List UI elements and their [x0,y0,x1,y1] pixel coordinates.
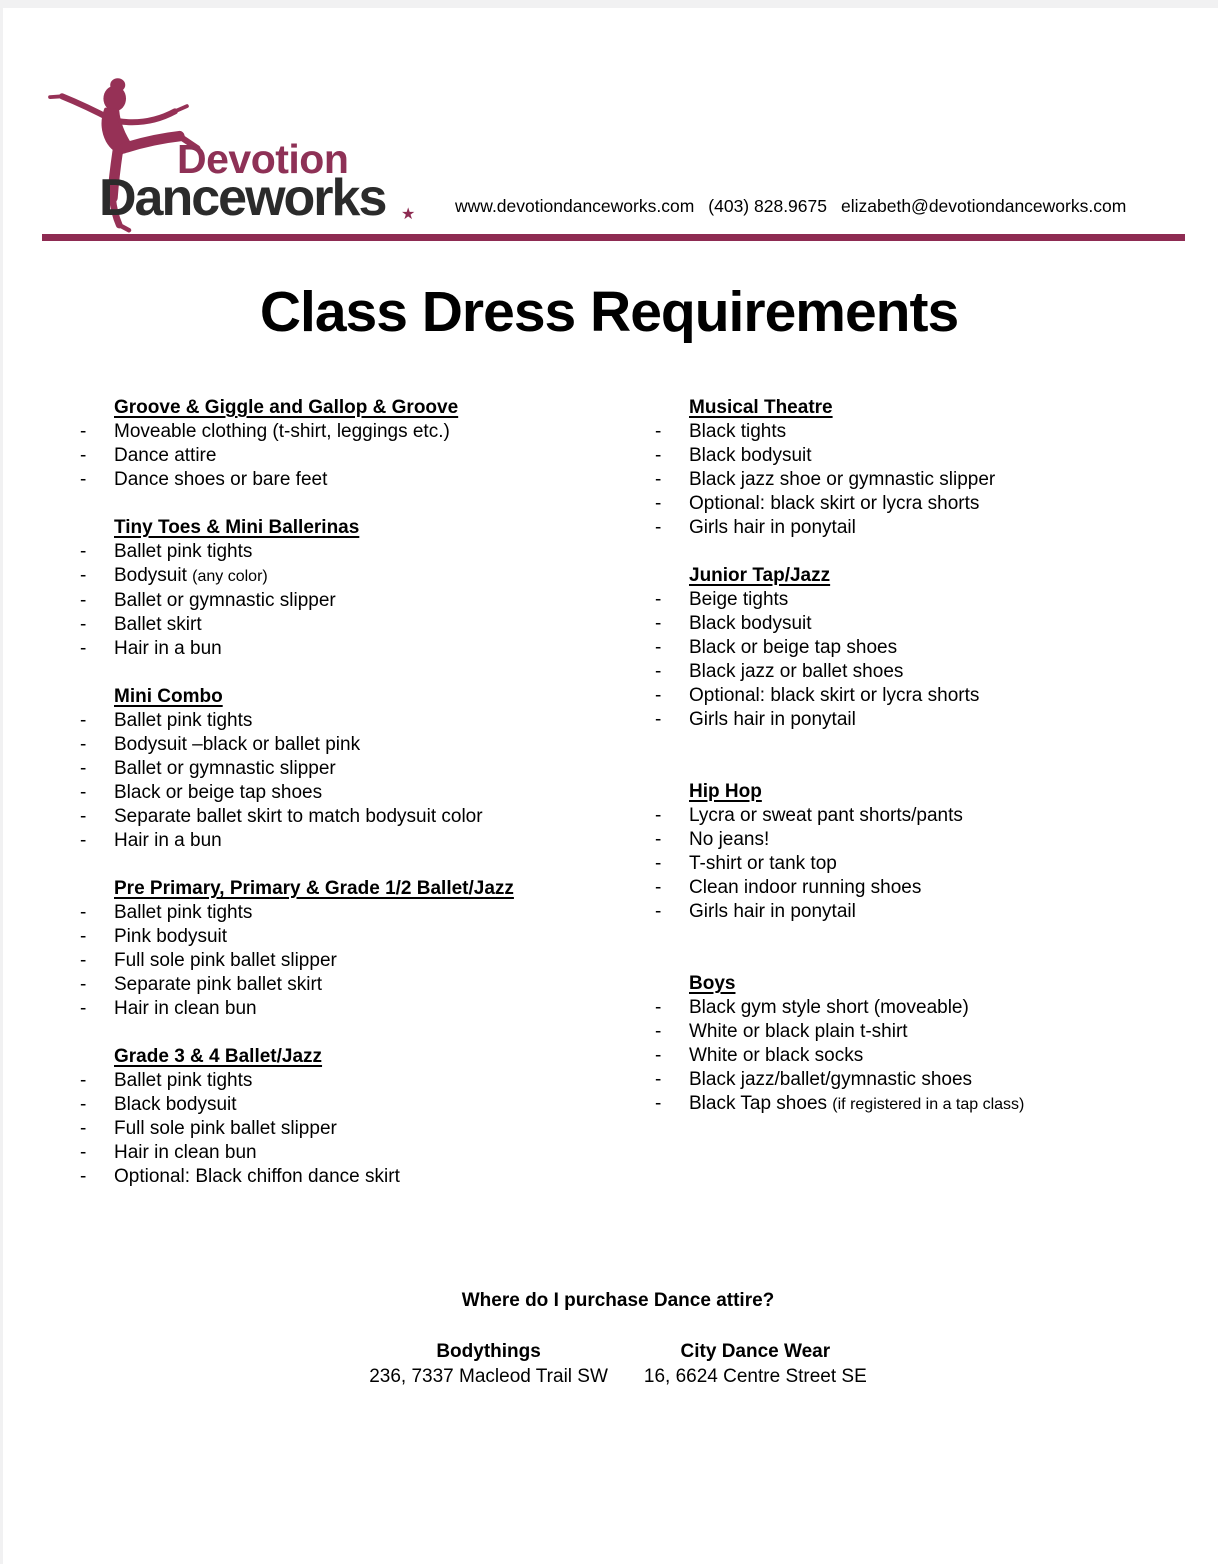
dash-bullet: - [655,853,662,874]
dash-bullet: - [655,517,662,538]
dash-bullet: - [655,445,662,466]
list-item [80,613,605,637]
list-item [80,781,605,805]
store-address: 16, 6624 Centre Street SE [643,1366,867,1387]
list-item-text: Ballet or gymnastic slipper [114,758,336,779]
dash-bullet: - [655,589,662,610]
list-item-text: Separate pink ballet skirt [114,974,323,995]
list-item [80,444,605,468]
list-item-text: Black jazz/ballet/gymnastic shoes [689,1069,973,1090]
list-item [655,876,1195,900]
list-item [80,829,605,853]
list-item-text: Ballet pink tights [114,541,253,562]
list-item-text: Hair in a bun [114,638,222,659]
list-item [655,1068,1195,1092]
dash-bullet: - [80,1070,87,1091]
dash-bullet: - [80,565,87,586]
dash-bullet: - [655,613,662,634]
dash-bullet: - [80,758,87,779]
dash-bullet: - [80,902,87,923]
section-mini-combo [80,685,605,853]
list-item-text: Bodysuit –black or ballet pink [114,734,361,755]
store-name: Bodythings [436,1341,541,1362]
dash-bullet: - [80,541,87,562]
dash-bullet: - [655,1021,662,1042]
section-heading: Grade 3 & 4 Ballet/Jazz [114,1046,323,1067]
list-item-text: Black or beige tap shoes [114,782,323,803]
section-groove-giggle-and-gallop-groove [80,396,605,492]
section-tiny-toes-mini-ballerinas [80,516,605,661]
section-heading: Pre Primary, Primary & Grade 1/2 Ballet/Jazz [114,878,514,899]
dash-bullet: - [80,1094,87,1115]
dash-bullet: - [80,1142,87,1163]
page-edge-top [0,0,1218,8]
dash-bullet: - [80,710,87,731]
list-item-text: Ballet pink tights [114,902,253,923]
list-item-text: Optional: Black chiffon dance skirt [114,1166,400,1187]
list-item [80,901,605,925]
dash-bullet: - [655,1045,662,1066]
list-item-text: Optional: black skirt or lycra shorts [689,685,980,706]
list-item [655,468,1195,492]
list-item [655,852,1195,876]
section-heading: Hip Hop [689,781,762,802]
list-item-text: Black bodysuit [114,1094,237,1115]
list-item-text: Black jazz or ballet shoes [689,661,904,682]
purchase-question: Where do I purchase Dance attire? [461,1290,775,1311]
contact-email: elizabeth@devotiondanceworks.com [841,196,1127,216]
dash-bullet: - [655,469,662,490]
list-item-text: Ballet skirt [114,614,202,635]
list-item-text: Ballet pink tights [114,710,253,731]
list-item [80,1141,605,1165]
list-item [80,997,605,1021]
list-item-text: Dance shoes or bare feet [114,469,328,490]
list-item-text: Black bodysuit [689,613,812,634]
list-item [80,1093,605,1117]
dash-bullet: - [655,493,662,514]
list-item [655,420,1195,444]
list-item-text: Girls hair in ponytail [689,709,856,730]
list-item [655,516,1195,540]
logo-danceworks-text: Danceworks [99,169,386,227]
list-item [80,973,605,997]
dash-bullet: - [80,734,87,755]
dash-bullet: - [655,661,662,682]
section-pre-primary-primary-grade-1-2-ballet-jazz [80,877,605,1021]
list-item [80,589,605,613]
dash-bullet: - [655,685,662,706]
right-column [655,396,1195,1189]
dash-bullet: - [80,1166,87,1187]
store-name: City Dance Wear [680,1341,831,1362]
list-item-note: (any color) [192,568,268,585]
list-item-text: Full sole pink ballet slipper [114,1118,337,1139]
list-item-text: Girls hair in ponytail [689,517,856,538]
contact-line [455,196,1140,217]
list-item-note: (if registered in a tap class) [832,1096,1025,1113]
list-item [80,805,605,829]
dash-bullet: - [655,829,662,850]
store-list [18,1339,1218,1389]
dash-bullet: - [655,901,662,922]
dash-bullet: - [80,1118,87,1139]
dash-bullet: - [655,709,662,730]
list-item [655,660,1195,684]
list-item [655,612,1195,636]
dash-bullet: - [80,830,87,851]
list-item-text: Ballet or gymnastic slipper [114,590,336,611]
list-item-text: Black tights [689,421,787,442]
list-item-text: Moveable clothing (t-shirt, leggings etc.) [114,421,450,442]
dash-bullet: - [80,926,87,947]
list-item [655,804,1195,828]
dash-bullet: - [655,805,662,826]
list-item [655,900,1195,924]
list-item [80,468,605,492]
dash-bullet: - [80,782,87,803]
dash-bullet: - [80,998,87,1019]
list-item [80,925,605,949]
dash-bullet: - [80,421,87,442]
dash-bullet: - [80,590,87,611]
star-icon: ★ [401,206,416,223]
contact-website: www.devotiondanceworks.com [455,196,695,216]
section-junior-tap-jazz [655,564,1195,732]
dash-bullet: - [655,421,662,442]
list-item [655,444,1195,468]
requirements-columns [0,396,1195,1189]
dash-bullet: - [80,974,87,995]
list-item [655,1092,1195,1117]
section-heading: Groove & Giggle and Gallop & Groove [114,397,459,418]
list-item-text: Black gym style short (moveable) [689,997,969,1018]
section-boys [655,972,1195,1117]
list-item-text: T-shirt or tank top [689,853,837,874]
list-item [80,757,605,781]
list-item [80,709,605,733]
dash-bullet: - [655,1069,662,1090]
list-item-text: Ballet pink tights [114,1070,253,1091]
dash-bullet: - [655,637,662,658]
section-musical-theatre [655,396,1195,540]
list-item [80,564,605,589]
header-divider-rule [42,234,1185,241]
section-heading: Musical Theatre [689,397,833,418]
dash-bullet: - [655,1093,662,1114]
list-item [655,492,1195,516]
list-item-text: Clean indoor running shoes [689,877,922,898]
list-item [80,1165,605,1189]
list-item [80,1069,605,1093]
store-city-dance-wear [644,1339,867,1389]
list-item-text: Hair in clean bun [114,1142,257,1163]
contact-phone: (403) 828.9675 [708,196,827,216]
dash-bullet: - [80,469,87,490]
list-item-text: Beige tights [689,589,789,610]
section-heading: Mini Combo [114,686,223,707]
list-item-text: Separate ballet skirt to match bodysuit color [114,806,483,827]
logo-devotion-text: Devotion [177,136,349,182]
list-item [655,1044,1195,1068]
section-heading: Tiny Toes & Mini Ballerinas [114,517,360,538]
section-grade-3-4-ballet-jazz [80,1045,605,1189]
footer [18,1289,1218,1389]
list-item [655,588,1195,612]
list-item-text: Lycra or sweat pant shorts/pants [689,805,963,826]
list-item-text: White or black socks [689,1045,864,1066]
dash-bullet: - [80,806,87,827]
dash-bullet: - [80,950,87,971]
left-column [80,396,605,1189]
dash-bullet: - [655,877,662,898]
dash-bullet: - [80,614,87,635]
list-item [655,708,1195,732]
section-heading: Boys [689,973,736,994]
list-item-text: Black bodysuit [689,445,812,466]
list-item-text: No jeans! [689,829,770,850]
page-title: Class Dress Requirements [259,280,959,344]
list-item [655,828,1195,852]
list-item-text: Pink bodysuit [114,926,228,947]
list-item [80,1117,605,1141]
list-item-text: Full sole pink ballet slipper [114,950,337,971]
list-item [80,420,605,444]
list-item-text: Dance attire [114,445,217,466]
list-item-text: White or black plain t-shirt [689,1021,908,1042]
list-item [655,636,1195,660]
list-item [80,949,605,973]
list-item-text: Black or beige tap shoes [689,637,898,658]
list-item [80,733,605,757]
list-item-text: Black Tap shoes (if registered in a tap class) [689,1093,1025,1114]
dash-bullet: - [80,638,87,659]
dash-bullet: - [80,445,87,466]
list-item-text: Girls hair in ponytail [689,901,856,922]
store-address: 236, 7337 Macleod Trail SW [369,1366,608,1387]
list-item-text: Hair in clean bun [114,998,257,1019]
list-item [655,996,1195,1020]
list-item [80,540,605,564]
list-item [80,637,605,661]
list-item-text: Black jazz shoe or gymnastic slipper [689,469,996,490]
section-heading: Junior Tap/Jazz [689,565,831,586]
dash-bullet: - [655,997,662,1018]
list-item [655,1020,1195,1044]
section-hip-hop [655,780,1195,924]
list-item-text: Optional: black skirt or lycra shorts [689,493,980,514]
list-item-text: Bodysuit (any color) [114,565,268,586]
store-bodythings [369,1339,608,1389]
list-item [655,684,1195,708]
list-item-text: Hair in a bun [114,830,222,851]
